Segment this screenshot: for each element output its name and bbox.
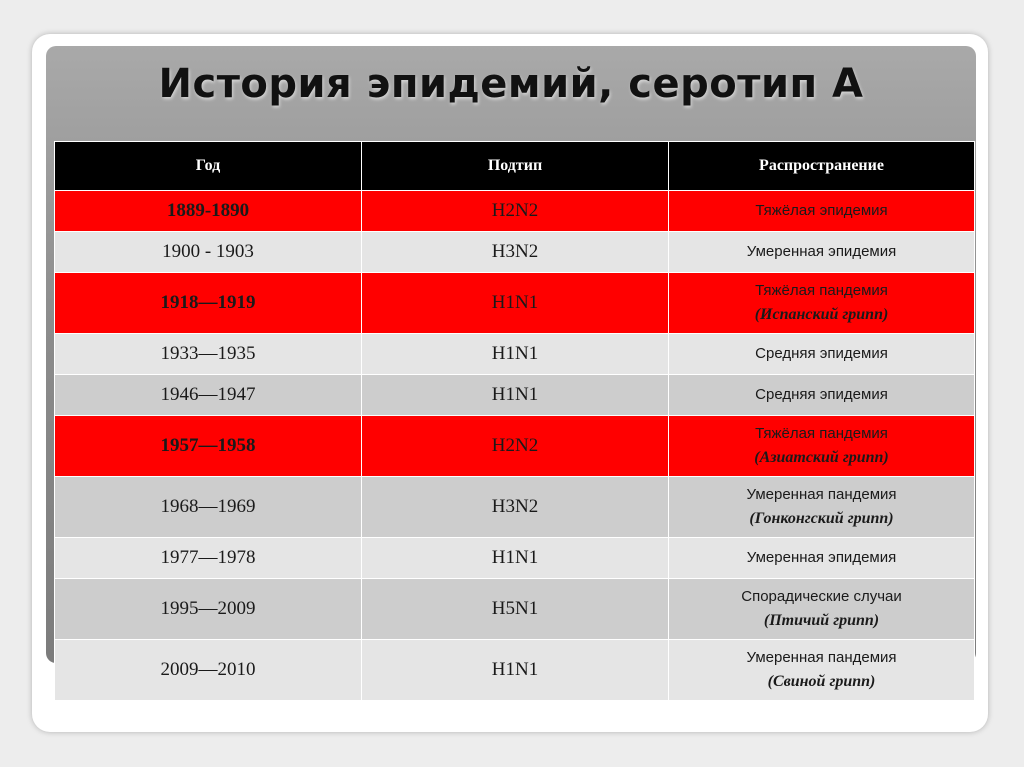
spread-note: (Азиатский грипп) xyxy=(754,449,889,466)
table-row xyxy=(55,375,975,416)
spread-note: (Гонконгский грипп) xyxy=(749,510,894,527)
year-cell: 2009—2010 xyxy=(55,640,362,701)
header-subtype: Подтип xyxy=(362,142,669,191)
spread-text: Тяжёлая пандемия xyxy=(755,282,888,299)
table-row xyxy=(55,538,975,579)
year-cell: 1957—1958 xyxy=(55,416,362,477)
table-row xyxy=(55,416,975,477)
spread-cell xyxy=(669,579,975,640)
year-cell: 1933—1935 xyxy=(55,334,362,375)
subtype-cell: H3N2 xyxy=(362,477,669,538)
spread-text: Средняя эпидемия xyxy=(755,345,888,362)
spread-cell xyxy=(669,416,975,477)
year-cell: 1889-1890 xyxy=(55,191,362,232)
table-row xyxy=(55,334,975,375)
table-row xyxy=(55,477,975,538)
year-cell: 1918—1919 xyxy=(55,273,362,334)
spread-text: Умеренная эпидемия xyxy=(746,549,897,566)
spread-note: (Свиной грипп) xyxy=(767,673,876,690)
epidemics-table xyxy=(54,141,975,701)
year-cell: 1946—1947 xyxy=(55,375,362,416)
spread-note: (Испанский грипп) xyxy=(754,306,889,323)
year-cell: 1995—2009 xyxy=(55,579,362,640)
table-row xyxy=(55,273,975,334)
subtype-cell: H1N1 xyxy=(362,538,669,579)
subtype-cell: H1N1 xyxy=(362,375,669,416)
spread-cell xyxy=(669,191,975,232)
subtype-cell: H1N1 xyxy=(362,273,669,334)
spread-text: Спорадические случаи xyxy=(741,588,902,605)
spread-text: Тяжёлая пандемия xyxy=(755,425,888,442)
spread-cell xyxy=(669,334,975,375)
table-header-row xyxy=(55,142,975,191)
slide-title: История эпидемий, серотип А xyxy=(158,61,864,107)
table-row xyxy=(55,640,975,701)
spread-note: (Птичий грипп) xyxy=(763,612,880,629)
spread-cell xyxy=(669,375,975,416)
spread-text: Средняя эпидемия xyxy=(755,386,888,403)
year-cell: 1977—1978 xyxy=(55,538,362,579)
subtype-cell: H2N2 xyxy=(362,191,669,232)
table-row xyxy=(55,191,975,232)
spread-text: Умеренная пандемия xyxy=(746,486,897,503)
table-row xyxy=(55,579,975,640)
header-spread: Распространение xyxy=(669,142,975,191)
spread-text: Умеренная пандемия xyxy=(746,649,897,666)
spread-cell xyxy=(669,273,975,334)
spread-cell xyxy=(669,232,975,273)
subtype-cell: H3N2 xyxy=(362,232,669,273)
year-cell: 1968—1969 xyxy=(55,477,362,538)
subtype-cell: H1N1 xyxy=(362,640,669,701)
year-cell: 1900 - 1903 xyxy=(55,232,362,273)
subtype-cell: H5N1 xyxy=(362,579,669,640)
spread-text: Умеренная эпидемия xyxy=(746,243,897,260)
subtype-cell: H2N2 xyxy=(362,416,669,477)
spread-cell xyxy=(669,538,975,579)
header-year: Год xyxy=(55,142,362,191)
spread-cell xyxy=(669,640,975,701)
spread-cell xyxy=(669,477,975,538)
spread-text: Тяжёлая эпидемия xyxy=(755,202,888,219)
subtype-cell: H1N1 xyxy=(362,334,669,375)
table-row xyxy=(55,232,975,273)
